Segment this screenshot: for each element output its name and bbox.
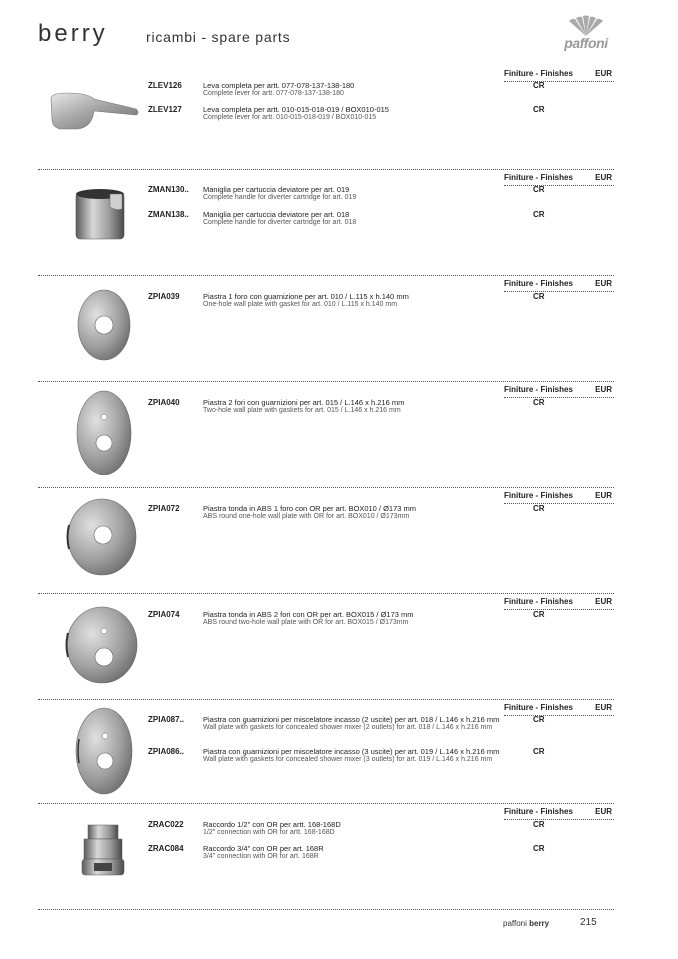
part-finish: CR xyxy=(533,210,545,219)
part-description-en: Complete lever for artt. 010-015-018-019 / BOX010-015 xyxy=(203,114,377,121)
part-description-en: Two-hole wall plate with gaskets for art. 015 / L.146 x h.216 mm xyxy=(203,407,401,414)
part-description-it: Leva completa per artt. 077-078-137-138-180 xyxy=(203,81,355,90)
part-code: ZPIA072 xyxy=(148,504,180,513)
handle-image xyxy=(48,185,148,243)
section-divider xyxy=(38,275,614,276)
finishes-header: Finiture - Finishes xyxy=(504,491,573,500)
page-subtitle: ricambi - spare parts xyxy=(146,29,291,45)
part-finish: CR xyxy=(533,398,545,407)
part-finish: CR xyxy=(533,610,545,619)
section-divider xyxy=(38,803,614,804)
part-code: ZPIA087.. xyxy=(148,715,185,724)
part-description-en: 1/2" connection with OR for artt. 168-168D xyxy=(203,829,335,836)
part-description-it: Raccordo 3/4" con OR per art. 168R xyxy=(203,844,324,853)
currency-header: EUR xyxy=(595,173,612,182)
parts-section-round-one-hole-plate xyxy=(38,487,614,593)
part-code: ZMAN130.. xyxy=(148,185,189,194)
part-description-it: Piastra con guarnizioni per miscelatore incasso (3 uscite) per art. 019 / L.146 x h.216 mm xyxy=(203,747,500,756)
part-finish: CR xyxy=(533,185,545,194)
part-finish: CR xyxy=(533,292,545,301)
part-description-en: Complete handle for diverter cartridge for art. 019 xyxy=(203,194,357,201)
parts-section-levers xyxy=(38,69,614,169)
logo-text: paffoni xyxy=(564,35,608,51)
currency-header: EUR xyxy=(595,491,612,500)
parts-section-shower-plates xyxy=(38,699,614,803)
part-description-it: Maniglia per cartuccia deviatore per art. 018 xyxy=(203,210,350,219)
part-finish: CR xyxy=(533,820,545,829)
part-code: ZLEV127 xyxy=(148,105,182,114)
finishes-header: Finiture - Finishes xyxy=(504,69,573,78)
part-finish: CR xyxy=(533,715,545,724)
table-header xyxy=(504,703,614,716)
part-description-en: 3/4" connection with OR for art. 168R xyxy=(203,853,319,860)
currency-header: EUR xyxy=(595,69,612,78)
part-code: ZRAC022 xyxy=(148,820,184,829)
part-description-it: Maniglia per cartuccia deviatore per art. 019 xyxy=(203,185,350,194)
part-code: ZLEV126 xyxy=(148,81,182,90)
section-divider xyxy=(38,593,614,594)
round-plate-two-hole-image xyxy=(48,601,148,685)
page-number: 215 xyxy=(580,917,597,928)
table-header xyxy=(504,491,614,504)
parts-section-two-hole-plate xyxy=(38,381,614,487)
currency-header: EUR xyxy=(595,703,612,712)
part-description-en: One-hole wall plate with gasket for art. 010 / L.115 x h.140 mm xyxy=(203,301,398,308)
footer-series: berry xyxy=(529,919,550,928)
parts-section-handles xyxy=(38,169,614,275)
page-bottom-divider xyxy=(38,909,614,910)
paffoni-logo xyxy=(557,15,615,53)
shower-plate-image xyxy=(48,703,148,795)
part-description-it: Piastra 2 fori con guarnizioni per art. 015 / L.146 x h.216 mm xyxy=(203,398,405,407)
finishes-header: Finiture - Finishes xyxy=(504,279,573,288)
part-finish: CR xyxy=(533,105,545,114)
section-divider xyxy=(38,381,614,382)
finishes-header: Finiture - Finishes xyxy=(504,597,573,606)
part-finish: CR xyxy=(533,81,545,90)
lever-image xyxy=(48,91,148,136)
part-code: ZPIA074 xyxy=(148,610,180,619)
footer-brand xyxy=(503,919,549,928)
table-header xyxy=(504,597,614,610)
part-description-it: Leva completa per artt. 010-015-018-019 / BOX010-015 xyxy=(203,105,389,114)
part-finish: CR xyxy=(533,747,545,756)
part-code: ZMAN138.. xyxy=(148,210,189,219)
plate-two-hole-image xyxy=(48,387,148,475)
plate-one-hole-image xyxy=(48,287,148,363)
part-description-en: ABS round one-hole wall plate with OR for art. BOX010 / Ø173mm xyxy=(203,513,410,520)
part-description-en: Complete handle for diverter cartridge for art. 018 xyxy=(203,219,357,226)
part-description-en: Wall plate with gaskets for concealed shower mixer (2 outlets) for art. 018 / L.146 x h.216 mm xyxy=(203,724,493,731)
brand-title: berry xyxy=(38,20,108,47)
finishes-header: Finiture - Finishes xyxy=(504,807,573,816)
parts-section-connectors xyxy=(38,803,614,909)
part-code: ZPIA039 xyxy=(148,292,180,301)
currency-header: EUR xyxy=(595,807,612,816)
currency-header: EUR xyxy=(595,597,612,606)
table-header xyxy=(504,807,614,820)
part-code: ZPIA040 xyxy=(148,398,180,407)
parts-section-one-hole-plate xyxy=(38,275,614,381)
currency-header: EUR xyxy=(595,385,612,394)
part-description-it: Piastra tonda in ABS 2 fori con OR per art. BOX015 / Ø173 mm xyxy=(203,610,414,619)
part-finish: CR xyxy=(533,504,545,513)
part-description-it: Piastra con guarnizioni per miscelatore incasso (2 uscite) per art. 018 / L.146 x h.216 mm xyxy=(203,715,500,724)
section-divider xyxy=(38,699,614,700)
finishes-header: Finiture - Finishes xyxy=(504,173,573,182)
connector-image xyxy=(48,823,148,879)
parts-section-round-two-hole-plate xyxy=(38,593,614,699)
section-divider xyxy=(38,169,614,170)
finishes-header: Finiture - Finishes xyxy=(504,703,573,712)
table-header xyxy=(504,279,614,292)
part-description-en: Complete lever for artt. 077-078-137-138-180 xyxy=(203,90,344,97)
fan-logo-icon xyxy=(557,15,615,37)
footer-company: paffoni xyxy=(503,919,527,928)
part-code: ZPIA086.. xyxy=(148,747,185,756)
table-header xyxy=(504,173,614,186)
currency-header: EUR xyxy=(595,279,612,288)
table-header xyxy=(504,69,614,82)
part-description-en: Wall plate with gaskets for concealed shower mixer (3 outlets) for art. 019 / L.146 x h.216 mm xyxy=(203,756,493,763)
finishes-header: Finiture - Finishes xyxy=(504,385,573,394)
table-header xyxy=(504,385,614,398)
section-divider xyxy=(38,487,614,488)
part-finish: CR xyxy=(533,844,545,853)
round-plate-one-hole-image xyxy=(48,495,148,579)
part-description-it: Raccordo 1/2" con OR per artt. 168-168D xyxy=(203,820,341,829)
part-code: ZRAC084 xyxy=(148,844,184,853)
part-description-it: Piastra 1 foro con guarnizione per art. 010 / L.115 x h.140 mm xyxy=(203,292,409,301)
part-description-it: Piastra tonda in ABS 1 foro con OR per art. BOX010 / Ø173 mm xyxy=(203,504,417,513)
part-description-en: ABS round two-hole wall plate with OR for art. BOX015 / Ø173mm xyxy=(203,619,409,626)
